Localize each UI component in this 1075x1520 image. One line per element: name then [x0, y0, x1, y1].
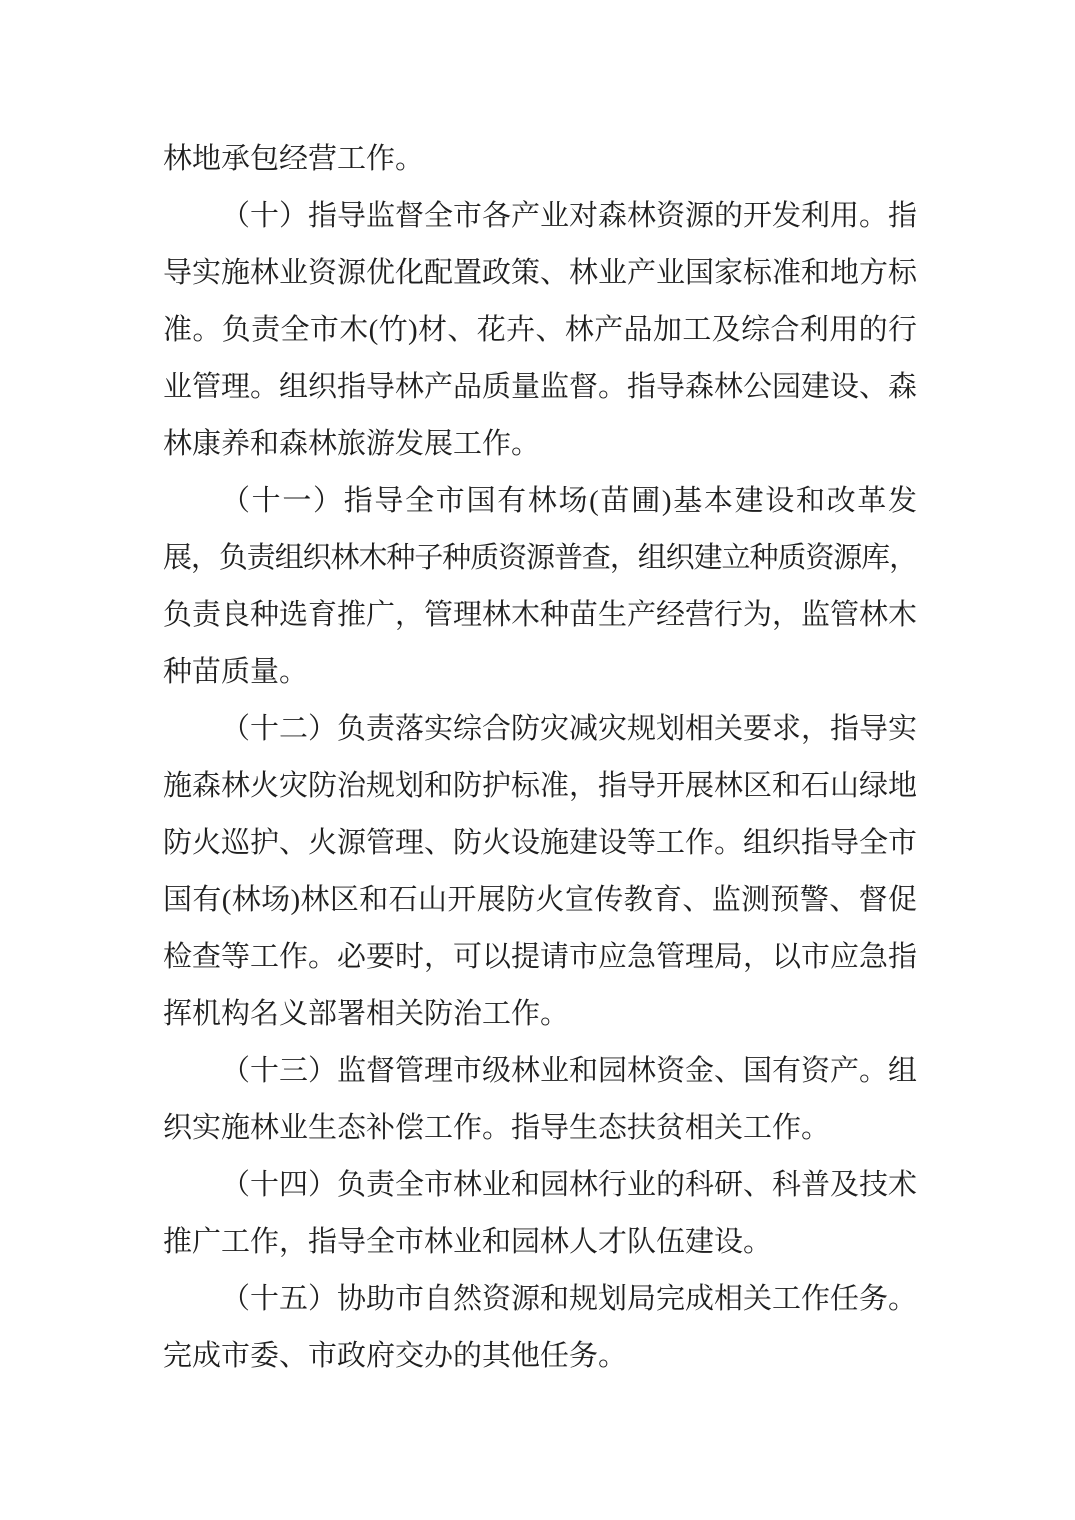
text-line: 展，负责组织林木种子种质资源普查，组织建立种质资源库， [163, 542, 917, 574]
text-line: 检查等工作。必要时，可以提请市应急管理局，以市应急指 [163, 941, 918, 973]
paragraph-item-10 [163, 188, 917, 473]
text-line: 防火巡护、火源管理、防火设施建设等工作。组织指导全市 [163, 827, 918, 859]
text-line: 完成市委、市政府交办的其他任务。 [163, 1340, 628, 1372]
text-line: 挥机构名义部署相关防治工作。 [163, 998, 570, 1030]
text-line: 国有(林场)林区和石山开展防火宣传教育、监测预警、督促 [163, 884, 917, 916]
paragraph-item-13 [163, 1043, 917, 1157]
text-line: 林地承包经营工作。 [163, 143, 425, 175]
text-line: 业管理。组织指导林产品质量监督。指导森林公园建设、森 [163, 371, 918, 403]
text-line: 林康养和森林旅游发展工作。 [163, 428, 541, 460]
text-line: （十三）监督管理市级林业和园林资金、国有资产。组 [221, 1055, 918, 1087]
text-line: （十一）指导全市国有林场(苗圃)基本建设和改革发 [221, 485, 917, 517]
paragraph-item-12 [163, 701, 917, 1043]
paragraph-item-11 [163, 473, 917, 701]
text-line: 负责良种选育推广，管理林木种苗生产经营行为，监管林木 [163, 599, 918, 631]
paragraph-item-9-continuation [163, 131, 917, 188]
text-line: 施森林火灾防治规划和防护标准，指导开展林区和石山绿地 [163, 770, 918, 802]
text-line: （十二）负责落实综合防灾减灾规划相关要求，指导实 [221, 713, 918, 745]
document-body [163, 131, 917, 1385]
text-line: 导实施林业资源优化配置政策、林业产业国家标准和地方标 [163, 257, 918, 289]
text-line: 织实施林业生态补偿工作。指导生态扶贫相关工作。 [163, 1112, 831, 1144]
paragraph-item-15 [163, 1271, 917, 1385]
text-line: 种苗质量。 [163, 656, 309, 688]
paragraph-item-14 [163, 1157, 917, 1271]
text-line: （十）指导监督全市各产业对森林资源的开发利用。指 [221, 200, 918, 232]
text-line: （十五）协助市自然资源和规划局完成相关工作任务。 [221, 1283, 918, 1315]
text-line: 推广工作，指导全市林业和园林人才队伍建设。 [163, 1226, 773, 1258]
text-line: （十四）负责全市林业和园林行业的科研、科普及技术 [221, 1169, 918, 1201]
text-line: 准。负责全市木(竹)材、花卉、林产品加工及综合利用的行 [163, 314, 917, 346]
